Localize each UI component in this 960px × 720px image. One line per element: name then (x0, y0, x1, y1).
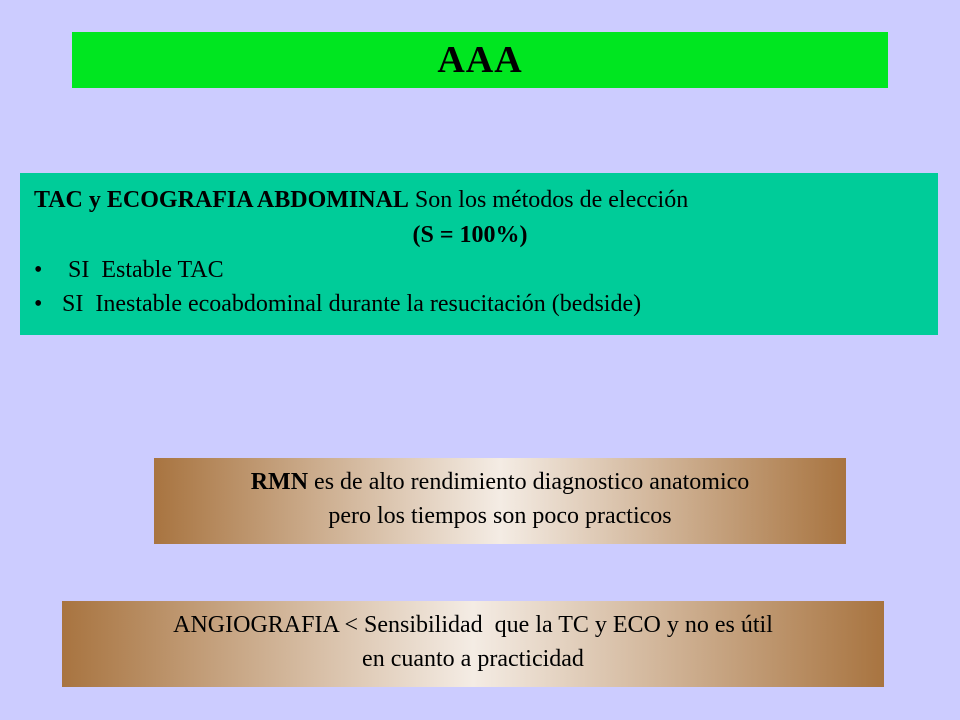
bullet-text-unstable: SI Inestable ecoabdominal durante la resucitación (bedside) (62, 291, 642, 318)
rmn-line-1-rest: es de alto rendimiento diagnostico anatomico (308, 469, 750, 495)
rmn-bold: RMN (250, 469, 309, 495)
rmn-line-2: pero los tiempos son poco practicos (328, 502, 672, 529)
bullet-item (34, 253, 926, 288)
tac-heading (34, 183, 926, 218)
bullet-icon: • (34, 256, 43, 283)
tac-heading-rest: Son los métodos de elección (408, 187, 689, 213)
tac-heading-bold: TAC y ECOGRAFIA ABDOMINAL (34, 187, 409, 213)
angio-line-1: ANGIOGRAFIA < Sensibilidad que la TC y ECO y no es útil (173, 612, 773, 638)
title-banner (72, 32, 888, 88)
bullet-item (34, 287, 926, 322)
bullet-text-stable: SI Estable TAC (62, 256, 224, 283)
angio-line-2: en cuanto a practicidad (362, 645, 584, 672)
slide-title: AAA (437, 39, 523, 81)
tac-ecografia-box (20, 173, 938, 335)
rmn-box (154, 458, 846, 544)
angiografia-box (62, 601, 884, 687)
sensitivity-text: (S = 100%) (412, 221, 528, 248)
rmn-line-1 (154, 466, 846, 500)
bullet-icon: • (34, 291, 43, 318)
